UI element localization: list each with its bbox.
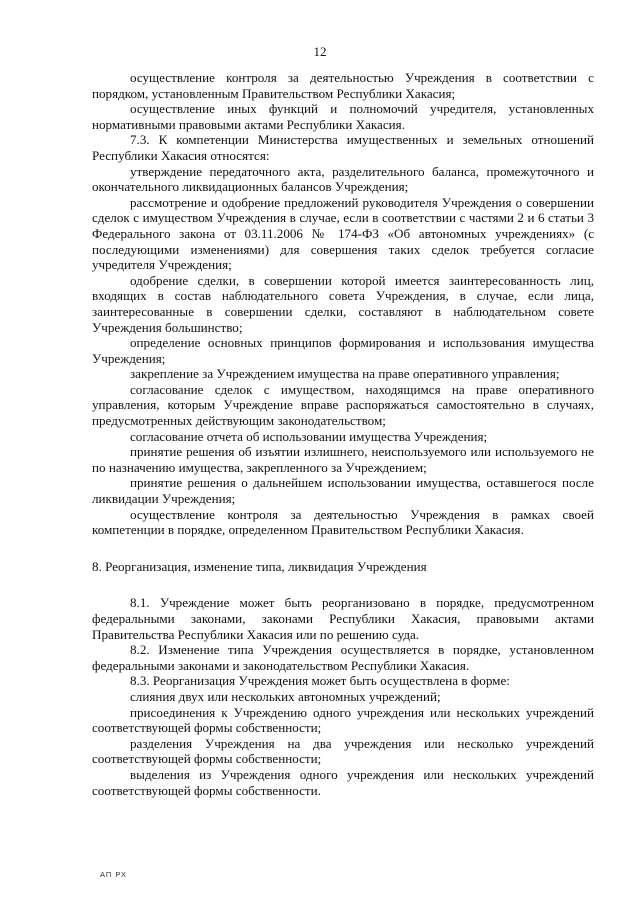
paragraph: 7.3. К компетенции Министерства имущественных и земельных отношений Республики Хакасия относятся:: [92, 132, 594, 163]
paragraph: 8.3. Реорганизация Учреждения может быть осуществлена в форме:: [130, 673, 510, 689]
paragraph: осуществление иных функций и полномочий учредителя, установленных нормативными правовыми актами Республики Хакасия.: [92, 101, 594, 132]
paragraph: согласование сделок с имуществом, находящимся на праве оперативного управления, которым Учреждение вправе распоряжаться самостоятельно в случаях, предусмотренных действующим законодательством;: [92, 381, 594, 429]
paragraph: осуществление контроля за деятельностью Учреждения в рамках своей компетенции в порядке, определенном Правительством Республики Хакасия.: [92, 506, 594, 538]
paragraph: 8.1. Учреждение может быть реорганизовано в порядке, предусмотренном федеральными законами, законами Республики Хакасия, правовыми актами Правительства Республики Хакасия или по решению суда.: [92, 595, 594, 642]
paragraph: разделения Учреждения на два учреждения или несколько учреждений соответствующей формы собственности;: [92, 735, 594, 767]
paragraph: принятие решения об изъятии излишнего, неиспользуемого или используемого не по назначению имущества, закрепленного за Учреждением;: [92, 444, 594, 475]
paragraph: утверждение передаточного акта, разделительного баланса, промежуточного и окончательного ликвидационных балансов Учреждения;: [92, 163, 594, 195]
paragraph: определение основных принципов формирования и использования имущества Учреждения;: [92, 335, 594, 366]
paragraph: слияния двух или нескольких автономных учреждений;: [130, 688, 441, 704]
paragraph: 8.2. Изменение типа Учреждения осуществляется в порядке, установленном федеральными законами и законодательством Республики Хакасия.: [92, 642, 594, 673]
paragraph: выделения из Учреждения одного учреждения или нескольких учреждений соответствующей формы собственности.: [92, 766, 594, 798]
paragraph: согласование отчета об использовании имущества Учреждения;: [130, 428, 488, 444]
paragraph: одобрение сделки, в совершении которой имеется заинтересованность лиц, входящих в состав наблюдательного совета Учреждения, в случае, если лица, заинтересованные в совершении сделки, составляют в наблюдательном совете Учреждения большинство;: [92, 272, 594, 335]
paragraph: принятие решения о дальнейшем использовании имущества, оставшегося после ликвидации Учреждения;: [92, 475, 594, 507]
document-body: [92, 70, 594, 798]
footer-mark: АП РХ: [100, 870, 128, 879]
paragraph: присоединения к Учреждению одного учреждения или нескольких учреждений соответствующей формы собственности;: [92, 704, 594, 736]
page-number: 12: [313, 44, 327, 59]
paragraph: закрепление за Учреждением имущества на праве оперативного управления;: [130, 366, 560, 382]
paragraph: рассмотрение и одобрение предложений руководителя Учреждения о совершении сделок с имуществом Учреждения в случае, если в соответствии с частями 2 и 6 статьи 3 Федерального закона от 03.11.2006 № 174-ФЗ «Об автономных учреждениях» (с последующими изменениями) для совершения таких сделок требуется согласие учредителя Учреждения;: [92, 194, 594, 273]
section-heading: 8. Реорганизация, изменение типа, ликвидация Учреждения: [92, 558, 427, 574]
paragraph: осуществление контроля за деятельностью Учреждения в соответствии с порядком, установленным Правительством Республики Хакасия;: [92, 70, 594, 101]
